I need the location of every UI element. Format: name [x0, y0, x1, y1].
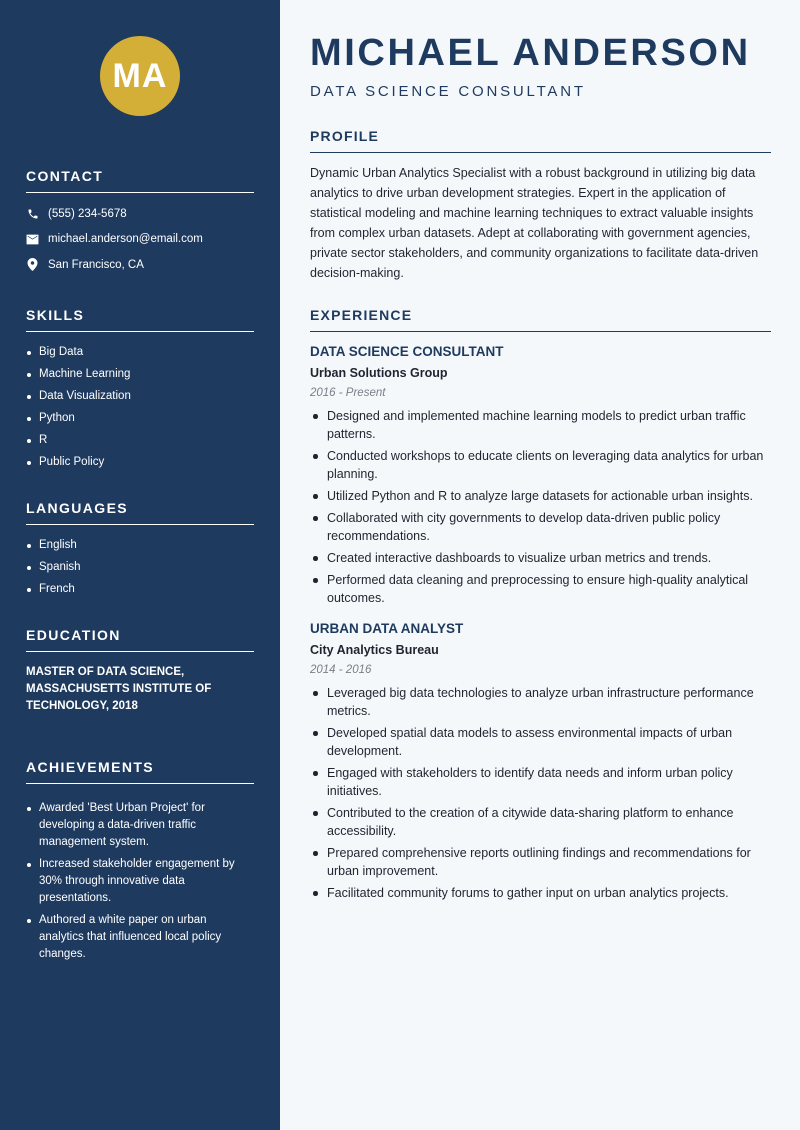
- avatar: MA: [100, 36, 180, 116]
- profile-heading: PROFILE: [310, 128, 771, 153]
- location-pin-icon: [26, 258, 39, 271]
- contact-phone: [26, 205, 254, 222]
- job-company: Urban Solutions Group: [310, 366, 448, 380]
- skill-item: Machine Learning: [26, 366, 254, 382]
- education-section: [26, 627, 254, 715]
- skill-item: R: [26, 432, 254, 448]
- language-item: Spanish: [26, 559, 254, 575]
- location-text: San Francisco, CA: [48, 258, 144, 271]
- contact-section: [26, 168, 254, 273]
- skills-section: [26, 307, 254, 470]
- skills-heading: SKILLS: [26, 307, 254, 332]
- job-bullet: Prepared comprehensive reports outlining findings and recommendations for urban improvement.: [310, 844, 771, 880]
- languages-heading: LANGUAGES: [26, 500, 254, 525]
- job-bullet: Designed and implemented machine learning models to predict urban traffic patterns.: [310, 407, 771, 443]
- skill-item: Public Policy: [26, 454, 254, 470]
- job-bullet: Facilitated community forums to gather input on urban analytics projects.: [310, 884, 771, 902]
- profile-text: Dynamic Urban Analytics Specialist with a robust background in utilizing big data analytics to drive urban development strategies. Expert in the application of statistical modeling and machine learning techniques to extract valuable insights from complex urban datasets. Adept at collaborating with government agencies, private sector stakeholders, and community organizations to facilitate data-driven decision-making.: [310, 166, 759, 280]
- achievement-item: Authored a white paper on urban analytics that influenced local policy changes.: [26, 912, 254, 963]
- contact-location: [26, 256, 254, 273]
- skill-item: Python: [26, 410, 254, 426]
- achievements-section: [26, 759, 254, 963]
- education-heading: EDUCATION: [26, 627, 254, 652]
- job-bullets: [310, 684, 771, 902]
- job-title: URBAN DATA ANALYST: [310, 621, 464, 636]
- achievements-list: [26, 800, 254, 963]
- job-bullet: Developed spatial data models to assess environmental impacts of urban development.: [310, 724, 771, 760]
- job-bullet: Utilized Python and R to analyze large datasets for actionable urban insights.: [310, 487, 771, 505]
- languages-list: [26, 537, 254, 597]
- experience-heading: EXPERIENCE: [310, 307, 771, 332]
- job-bullet: Created interactive dashboards to visualize urban metrics and trends.: [310, 549, 771, 567]
- job-bullet: Leveraged big data technologies to analyze urban infrastructure performance metrics.: [310, 684, 771, 720]
- candidate-title: DATA SCIENCE CONSULTANT: [310, 83, 586, 100]
- education-text: MASTER OF DATA SCIENCE, MASSACHUSETTS INSTITUTE OF TECHNOLOGY, 2018: [26, 666, 212, 712]
- achievements-heading: ACHIEVEMENTS: [26, 759, 254, 784]
- job-bullet: Collaborated with city governments to develop data-driven public policy recommendations.: [310, 509, 771, 545]
- job-dates: 2016 - Present: [310, 387, 386, 399]
- achievement-item: Increased stakeholder engagement by 30% through innovative data presentations.: [26, 856, 254, 907]
- phone-icon: [26, 207, 39, 220]
- job-bullet: Performed data cleaning and preprocessing to ensure high-quality analytical outcomes.: [310, 571, 771, 607]
- job-entry: [310, 344, 771, 607]
- sidebar: [0, 0, 280, 1130]
- job-bullet: Contributed to the creation of a citywide data-sharing platform to enhance accessibility.: [310, 804, 771, 840]
- job-bullet: Engaged with stakeholders to identify data needs and inform urban policy initiatives.: [310, 764, 771, 800]
- main-content: [280, 0, 800, 1130]
- language-item: French: [26, 581, 254, 597]
- candidate-name: MICHAEL ANDERSON: [310, 32, 751, 74]
- experience-section: [310, 307, 771, 902]
- job-bullet: Conducted workshops to educate clients on leveraging data analytics for urban planning.: [310, 447, 771, 483]
- job-entry: [310, 621, 771, 902]
- phone-text: (555) 234-5678: [48, 207, 127, 220]
- skill-item: Big Data: [26, 344, 254, 360]
- languages-section: [26, 500, 254, 597]
- profile-section: [310, 128, 771, 283]
- job-title: DATA SCIENCE CONSULTANT: [310, 344, 504, 359]
- skills-list: [26, 344, 254, 470]
- job-dates: 2014 - 2016: [310, 664, 372, 676]
- job-company: City Analytics Bureau: [310, 643, 439, 657]
- achievement-item: Awarded 'Best Urban Project' for developing a data-driven traffic management system.: [26, 800, 254, 851]
- language-item: English: [26, 537, 254, 553]
- contact-heading: CONTACT: [26, 168, 254, 193]
- contact-email: [26, 231, 254, 248]
- email-text: michael.anderson@email.com: [48, 233, 203, 245]
- job-bullets: [310, 407, 771, 607]
- skill-item: Data Visualization: [26, 388, 254, 404]
- mail-icon: [26, 233, 39, 246]
